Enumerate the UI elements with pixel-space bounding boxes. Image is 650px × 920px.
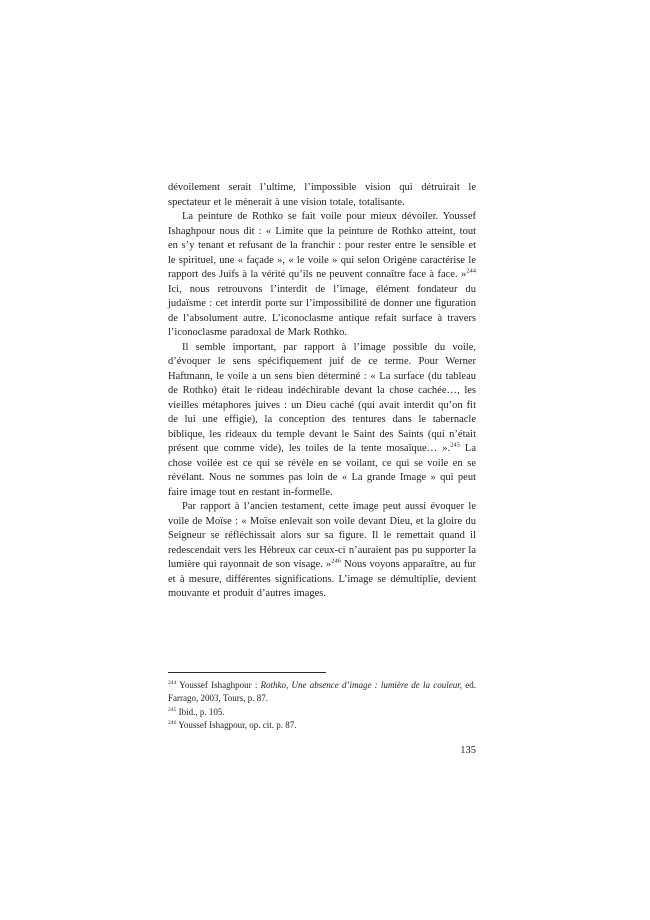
footnote-ref: 245 bbox=[168, 706, 177, 713]
body-text bbox=[168, 181, 476, 602]
paragraph bbox=[168, 181, 476, 210]
text-run: Il semble important, par rapport à l’image possible du voile, d’évoquer le sens spécifiquement juif de ce terme. Pour Werner Haftmann, le voile a un sens bien déterminé : « La surface (du tableau de Rothko) était le rideau indéchirable devant la chose cachée…, les vieilles métaphores juives : un Dieu caché (qui avait interdit qu’on fit de lui une effigie), la conception des tentures dans le tabernacle biblique, les rideaux du temple devant le Saint des Saints (qui n’était présent que comme vide), les toiles de la tente mosaïque… ». bbox=[168, 341, 476, 454]
text-run: Youssef Ishaghpour : bbox=[176, 680, 261, 690]
footnote-item bbox=[168, 679, 476, 706]
footnote-ref: 244 bbox=[466, 267, 476, 275]
footnote-ref: 245 bbox=[450, 441, 460, 449]
page-number: 135 bbox=[460, 745, 476, 756]
paragraph bbox=[168, 210, 476, 341]
footnote-ref: 244 bbox=[168, 680, 177, 686]
footnote-item bbox=[168, 706, 476, 719]
text-run: ed. Farrago, 2003, Tours, p. 87. bbox=[168, 680, 476, 704]
text-run: Ibid., p. 105. bbox=[176, 706, 225, 717]
paragraph bbox=[168, 341, 476, 501]
text-run: Ici, nous retrouvons l’interdit de l’image, élément fondateur du judaïsme : cet interdit porte sur l’impossibilité de donner une figuration de l’absolument autre. L’iconoclasme antique refait surface à travers l’iconoclasme paradoxal de Mark Rothko. bbox=[168, 283, 476, 338]
italic-text-run: Rothko, Une absence d’image : lumière de la couleur, bbox=[260, 680, 462, 690]
footnote-ref: 246 bbox=[331, 557, 341, 565]
text-run: Youssef Ishagpour, op. cit. p. 87. bbox=[176, 720, 297, 731]
footnotes-list bbox=[168, 679, 476, 733]
text-run: Nous voyons apparaître, au fur et à mesure, différentes significations. L’image se démultiplie, devient mouvante et produit d’autres images. bbox=[168, 559, 476, 599]
text-run: La chose voilée est ce qui se révèle en se voilant, ce qui se voile en se révélant. Nous ne sommes pas loin de « La grande Image » qui peut faire image tout en restant in-formelle. bbox=[168, 443, 476, 498]
footnotes-section bbox=[168, 672, 476, 733]
footnote-separator-rule bbox=[168, 672, 326, 673]
text-run: dévoilement serait l’ultime, l’impossible vision qui détruirait le spectateur et le mènerait à une vision totale, totalisante. bbox=[168, 182, 476, 208]
text-run: Par rapport à l’ancien testament, cette image peut aussi évoquer le voile de Moïse : « Moïse enlevait son voile devant Dieu, et la gloire du Seigneur se réfléchissait alors sur sa figure. Il le remettait quand il redescendait vers les Hébreux car ceux-ci n’auraient pas pu supporter la lumière qui rayonnait de son visage. » bbox=[168, 501, 476, 570]
text-run: La peinture de Rothko se fait voile pour mieux dévoiler. Youssef Ishaghpour nous dit : « Limite que la peinture de Rothko atteint, tout en s’y tenant et refusant de la franchir : pour rester entre le sensible et le spirituel, une « façade », « le voile » qui selon Origène caractérise le rapport des Juifs à la vérité qu’ils ne peuvent connaître face à face. » bbox=[168, 211, 476, 280]
paragraph bbox=[168, 500, 476, 602]
footnote-item bbox=[168, 719, 476, 732]
footnote-ref: 246 bbox=[168, 720, 177, 727]
